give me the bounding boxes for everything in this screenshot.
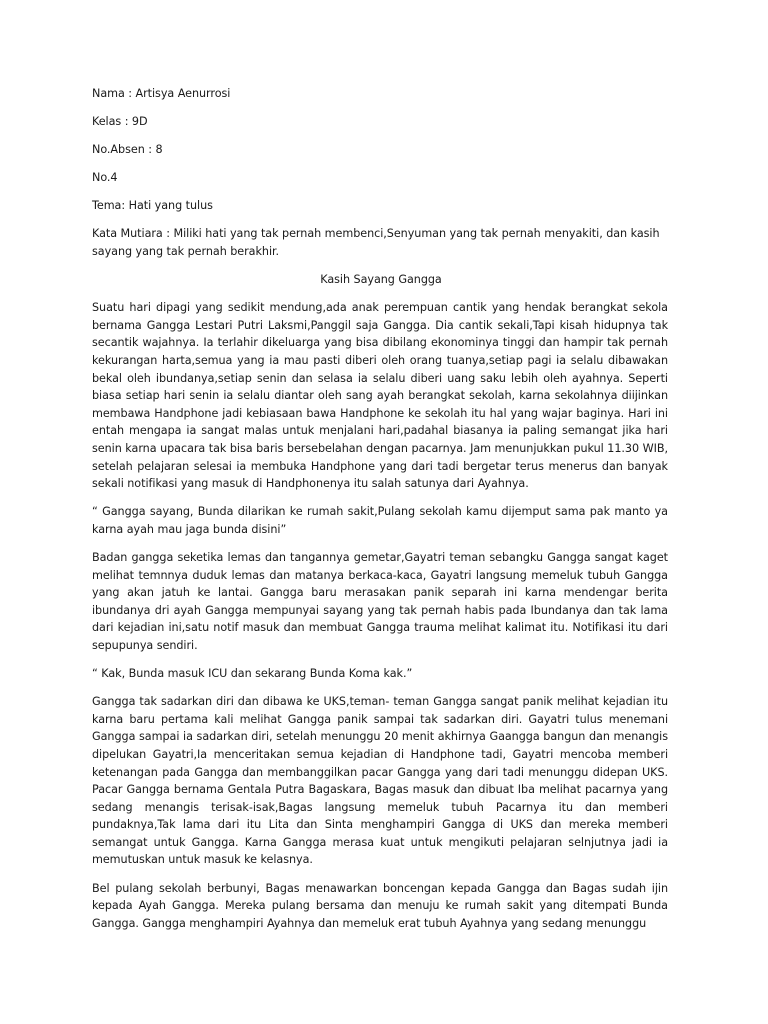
theme-line: Tema: Hati yang tulus xyxy=(92,199,213,213)
story-paragraph: Bel pulang sekolah berbunyi, Bagas menawarkan boncengan kepada Gangga dan Bagas sudah ijin kepada Ayah Gangga. Mereka pulang bersama dan menuju ke rumah sakit yang ditempati Bunda Gangga. Gangga menghampiri Ayahnya dan memeluk erat tubuh Ayahnya yang sedang menunggu xyxy=(92,881,668,930)
story-paragraph: “ Gangga sayang, Bunda dilarikan ke rumah sakit,Pulang sekolah kamu dijemput sama pak manto ya karna ayah mau jaga bunda disini” xyxy=(92,505,668,536)
story-paragraph: “ Kak, Bunda masuk ICU dan sekarang Bunda Koma kak.” xyxy=(92,667,413,681)
student-class: Kelas : 9D xyxy=(92,115,148,129)
story-paragraph: Suatu hari dipagi yang sedikit mendung,ada anak perempuan cantik yang hendak berangkat sekola bernama Gangga Lestari Putri Laksmi,Panggil saja Gangga. Dia cantik sekali,Tapi kisah hidupnya tak secantik wajahnya. Ia terlahir dikeluarga yang bisa dibilang ekonominya tinggi dan hampir tak pernah kekurangan harta,semua yang ia mau pasti diberi oleh orang tuanya,setiap pagi ia selalu dibawakan bekal oleh ibundanya,setiap senin dan selasa ia selalu diberi uang saku lebih oleh ayahnya. Seperti biasa setiap hari senin ia selalu diantar oleh sang ayah berangkat sekolah, karna sekolahnya diijinkan membawa Handphone jadi kebiasaan bawa Handphone ke sekolah itu hal yang wajar baginya. Hari ini entah mengapa ia sangat malas untuk menjalani hari,padahal biasanya ia paling semangat jika hari senin karna upacara tak bisa baris bersebelahan dengan pacarnya. Jam menunjukkan pukul 11.30 WIB, setelah pelajaran selesai ia membuka Handphone yang dari tadi bergetar terus menerus dan banyak sekali notifikasi yang masuk di Handphonenya itu salah satunya dari Ayahnya. xyxy=(92,301,668,491)
student-info xyxy=(92,85,668,261)
assignment-number: No.4 xyxy=(92,171,118,185)
student-absence-number: No.Absen : 8 xyxy=(92,143,163,157)
story-title: Kasih Sayang Gangga xyxy=(320,273,442,287)
story-paragraph: Gangga tak sadarkan diri dan dibawa ke UKS,teman- teman Gangga sangat panik melihat kejadian itu karna baru pertama kali melihat Gangga panik sampai tak sadarkan diri. Gayatri tulus menemani Gangga sampai ia sadarkan diri, setelah menunggu 20 menit akhirnya Gaangga bangun dan menangis dipelukan Gayatri,Ia menceritakan semua kejadian di Handphone tadi, Gayatri mencoba memberi ketenangan pada Gangga dan membanggilkan pacar Gangga yang dari tadi menunggu didepan UKS. Pacar Gangga bernama Gentala Putra Bagaskara, Bagas masuk dan dibuat Iba melihat pacarnya yang sedang menangis terisak-isak,Bagas langsung memeluk tubuh Pacarnya itu dan memberi pundaknya,Tak lama dari itu Lita dan Sinta menghampiri Gangga di UKS dan mereka memberi semangat untuk Gangga. Karna Gangga merasa kuat untuk mengikuti pelajaran selnjutnya jadi ia memutuskan untuk masuk ke kelasnya. xyxy=(92,695,668,867)
student-name: Nama : Artisya Aenurrosi xyxy=(92,87,231,100)
story-paragraph: Badan gangga seketika lemas dan tangannya gemetar,Gayatri teman sebangku Gangga sangat kaget melihat temnnya duduk lemas dan matanya berkaca-kaca, Gayatri langsung memeluk tubuh Gangga yang akan jatuh ke lantai. Gangga baru merasakan panik separah ini karna mendengar berita ibundanya dri ayah Gangga mempunyai sayang yang tak pernah habis pada Ibundanya dan tak lama dari kejadian ini,satu notif masuk dan membuat Gangga trauma melihat kalimat itu. Notifikasi itu dari sepupunya sendiri. xyxy=(92,550,668,652)
quote-line: Kata Mutiara : Miliki hati yang tak pernah membenci,Senyuman yang tak pernah menyakiti, dan kasih sayang yang tak pernah berakhir. xyxy=(92,227,660,259)
